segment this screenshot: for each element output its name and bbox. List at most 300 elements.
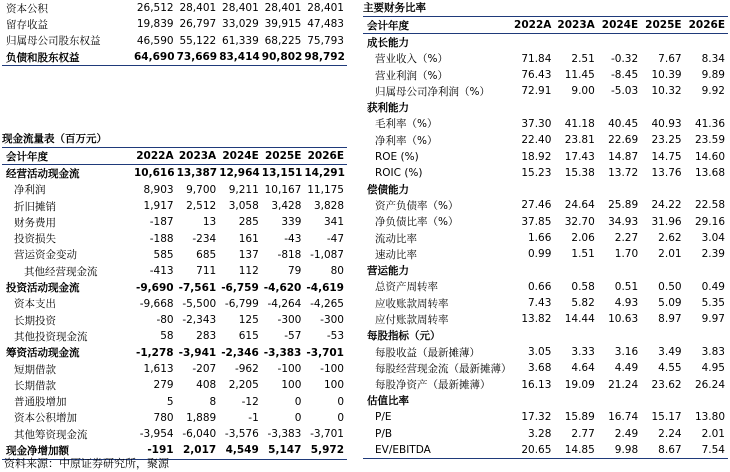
row-value (511, 99, 554, 115)
row-value: 14.85 (564, 443, 595, 456)
row-label: 长期借款 (14, 379, 56, 392)
row-label: 资本公积 (6, 2, 48, 15)
row-value: 125 (238, 314, 259, 327)
header-year: 2025E (262, 148, 305, 165)
row-label: 投资活动现金流 (6, 282, 80, 295)
row-value: -1,278 (136, 346, 174, 359)
row-value: 26.24 (694, 378, 725, 391)
row-value: 161 (238, 232, 259, 245)
row-value: 9.97 (701, 313, 725, 326)
row-value: 13.76 (651, 166, 682, 179)
row-value: 5,972 (310, 444, 344, 457)
row-value: 17.32 (521, 411, 552, 424)
row-value: 5.09 (658, 297, 682, 310)
row-label: 成长能力 (367, 36, 409, 49)
row-value: 10.63 (608, 313, 639, 326)
row-value: 24.22 (651, 199, 682, 212)
table-row (363, 83, 728, 99)
row-label: 营运资金变动 (14, 249, 77, 262)
cashflow-title: 现金流量表（百万元） (2, 133, 107, 145)
row-value: 16.74 (608, 411, 639, 424)
table-row (363, 165, 728, 181)
row-label: 投资损失 (14, 233, 56, 246)
row-value: 5.82 (571, 297, 595, 310)
row-value: 34.93 (608, 215, 639, 228)
row-value: 14.87 (608, 150, 639, 163)
row-value: 13.68 (694, 166, 725, 179)
row-value: 0.99 (528, 248, 552, 261)
row-value (598, 34, 641, 51)
row-value: 18.92 (521, 150, 552, 163)
row-value: -100 (277, 363, 302, 375)
row-value: -5.03 (611, 85, 639, 98)
balance-tail-table (2, 0, 347, 66)
row-value: 16.13 (521, 378, 552, 391)
table-row (363, 425, 728, 441)
row-value: 2.77 (571, 427, 595, 440)
row-value: -47 (326, 232, 344, 245)
table-row (2, 230, 347, 246)
row-value: -4,619 (306, 281, 344, 294)
row-value: 341 (323, 216, 344, 229)
row-value: 76.43 (521, 69, 552, 82)
row-value: 0.49 (701, 280, 725, 293)
row-label: ROE (%) (375, 150, 419, 163)
row-label: 净利润 (14, 184, 46, 197)
row-value: 2.06 (571, 232, 595, 244)
row-value: 2,205 (228, 379, 259, 392)
table-row (2, 361, 347, 377)
header-year: 2026E (304, 148, 347, 165)
row-value: 83,414 (219, 49, 262, 66)
table-row (2, 410, 347, 426)
row-label: 归属母公司净利润（%） (375, 85, 490, 98)
row-value: 58 (160, 330, 174, 343)
row-value: 64,690 (134, 49, 177, 66)
row-label: 筹资活动现金流 (6, 347, 80, 360)
row-value: 13,151 (261, 167, 303, 180)
row-value: 12,964 (219, 167, 260, 180)
table-row (2, 165, 347, 182)
row-value (685, 181, 728, 197)
row-label: 流动比率 (375, 232, 417, 245)
row-value: 2.01 (701, 427, 725, 440)
row-value: 21.24 (608, 378, 639, 391)
row-value: -9,690 (136, 281, 174, 294)
row-value: 2,512 (186, 200, 217, 213)
row-value: 75,793 (307, 34, 344, 47)
row-value: 585 (153, 248, 174, 261)
header-year: 2024E (219, 148, 262, 165)
row-value: 26,797 (179, 18, 217, 31)
section-row (363, 181, 728, 197)
row-value: 9.92 (701, 85, 725, 98)
row-value (685, 393, 728, 409)
row-value: -962 (234, 363, 259, 375)
row-value: 0 (294, 411, 302, 424)
row-value: 1.66 (528, 232, 552, 244)
row-value: 2.51 (571, 52, 595, 65)
cashflow-table (2, 147, 347, 460)
row-value: 5.35 (701, 297, 725, 310)
row-value: 3.83 (701, 346, 725, 359)
table-row (2, 16, 347, 32)
table-row (363, 344, 728, 360)
table-row (2, 198, 347, 214)
row-value: 8.34 (701, 52, 725, 65)
row-value: 4.93 (614, 297, 639, 310)
table-row (363, 377, 728, 393)
row-value: -234 (192, 232, 217, 245)
row-value (598, 99, 641, 115)
table-row (2, 263, 347, 279)
row-value: 285 (238, 216, 259, 229)
section-row (363, 99, 728, 115)
row-value: 13.72 (608, 166, 639, 179)
row-label: 财务费用 (14, 216, 56, 229)
table-row (363, 295, 728, 311)
header-year: 2022A (134, 148, 177, 165)
row-value: 40.45 (608, 117, 639, 130)
row-label: 毛利率（%） (375, 118, 438, 131)
row-value (554, 393, 597, 409)
row-value: 137 (238, 248, 259, 261)
row-value: 711 (196, 265, 217, 278)
row-value: -3,941 (178, 346, 217, 359)
row-label: 应收账款周转率 (375, 297, 449, 310)
row-value: 17.43 (564, 150, 595, 163)
row-value: 68,225 (264, 34, 302, 47)
row-value: 28,401 (307, 2, 344, 15)
table-row (2, 0, 347, 16)
row-value: -413 (149, 265, 174, 278)
row-value: 20.65 (521, 443, 552, 456)
row-label: 留存收益 (6, 18, 48, 31)
header-label: 会计年度 (2, 148, 134, 165)
row-value (554, 181, 597, 197)
row-value: 23.81 (564, 134, 595, 147)
table-row (363, 409, 728, 425)
row-value: 9.89 (701, 69, 725, 82)
row-value: -3,383 (267, 428, 302, 441)
row-value: 0 (337, 411, 344, 424)
row-value: 98,792 (304, 49, 347, 66)
row-label: 每股经营现金流（最新摊薄） (375, 362, 511, 375)
cashflow-statement (2, 131, 347, 460)
row-value (641, 34, 684, 51)
row-value: 23.59 (694, 134, 725, 147)
row-value: 9,211 (228, 183, 259, 196)
row-label: 折旧摊销 (14, 200, 56, 213)
row-value: 14.44 (564, 313, 595, 326)
row-value: 9.00 (571, 85, 595, 98)
row-value: 47,483 (307, 18, 344, 31)
row-value: 40.93 (651, 117, 682, 130)
row-value: 0.66 (528, 280, 552, 293)
row-value: 0.58 (571, 280, 595, 293)
row-value: -8.45 (611, 69, 639, 82)
row-value: 80 (330, 265, 344, 278)
row-value: 3.05 (528, 346, 552, 359)
row-value: -1,087 (310, 248, 344, 261)
row-label: EV/EBITDA (375, 443, 431, 456)
row-value: -7,561 (178, 281, 217, 294)
table-row (363, 279, 728, 295)
row-value: -3,954 (139, 428, 174, 441)
row-value: -53 (326, 330, 344, 343)
row-value: 3.28 (528, 427, 552, 440)
row-value: 14.60 (694, 150, 725, 163)
row-label: 其他投资现金流 (14, 330, 88, 343)
row-value: 9.98 (614, 443, 639, 456)
row-value: 15.89 (564, 411, 595, 424)
row-value: 2.49 (614, 427, 639, 440)
row-value: 780 (153, 411, 174, 424)
row-label: 每股净资产（最新摊薄） (375, 379, 491, 392)
row-label: 现金净增加额 (6, 444, 69, 457)
row-value: 1,917 (143, 200, 174, 213)
row-value: -207 (192, 363, 217, 375)
row-label: 营运能力 (367, 265, 409, 278)
row-label: 资本支出 (14, 298, 56, 311)
row-value: 25.89 (608, 199, 639, 212)
row-value: 283 (196, 330, 217, 343)
row-value (598, 328, 641, 344)
row-value: 39,915 (264, 18, 302, 31)
row-value: 33,029 (222, 18, 259, 31)
row-value: 3,828 (313, 200, 344, 213)
row-value: -3,383 (263, 346, 302, 359)
table-row (2, 426, 347, 442)
row-value: 0.50 (658, 280, 682, 293)
row-value: 37.85 (521, 215, 552, 228)
row-label: ROIC (%) (375, 166, 423, 179)
section-row (363, 34, 728, 51)
table-row (363, 311, 728, 327)
row-value (554, 99, 597, 115)
row-value: 8.97 (658, 313, 682, 326)
row-label: 净利率（%） (375, 134, 438, 147)
row-value: -100 (320, 363, 344, 375)
table-row (2, 33, 347, 49)
row-value: 2.01 (658, 248, 682, 261)
row-value: 71.84 (521, 52, 552, 65)
row-value: -188 (149, 232, 174, 245)
row-value: 7.54 (701, 443, 725, 456)
row-value: 10,616 (134, 167, 175, 180)
table-row (363, 197, 728, 213)
table-row (363, 51, 728, 67)
row-label: 获利能力 (367, 102, 409, 115)
row-value: 15.23 (521, 166, 552, 179)
row-value: 0.51 (614, 280, 639, 293)
row-value (511, 393, 554, 409)
row-value: -187 (149, 216, 174, 229)
row-value: 10.32 (651, 85, 682, 98)
row-value (641, 393, 684, 409)
row-value: 22.69 (608, 134, 639, 147)
row-value: 55,122 (179, 34, 217, 47)
row-label: 资产负债率（%） (375, 199, 459, 212)
row-value: 14.75 (651, 150, 682, 163)
table-row (2, 247, 347, 263)
row-value (511, 34, 554, 51)
row-label: 资本公积增加 (14, 412, 77, 425)
row-value: 13 (202, 216, 217, 229)
row-value: 0 (337, 395, 344, 408)
row-value (554, 262, 597, 278)
table-row (363, 116, 728, 132)
table-row (363, 148, 728, 164)
row-value: 37.30 (521, 117, 552, 130)
row-value: -0.32 (611, 52, 639, 65)
row-label: 净负债比率（%） (375, 216, 459, 229)
row-value: 3.04 (701, 232, 725, 244)
row-value: 2.62 (658, 232, 682, 244)
row-value: 2.27 (614, 232, 639, 244)
row-label: 速动比率 (375, 248, 417, 261)
row-label: 偿债能力 (367, 183, 409, 196)
row-value: 28,401 (222, 2, 259, 15)
row-value: 4.49 (614, 362, 639, 375)
row-label: 归属母公司股东权益 (6, 35, 101, 48)
row-value: 0 (294, 395, 302, 408)
row-value: 1,613 (143, 363, 174, 375)
row-value: 11.45 (564, 69, 595, 82)
row-value: 28,401 (179, 2, 217, 15)
row-value: 8.67 (658, 443, 682, 456)
table-header-row (363, 17, 728, 34)
table-row (363, 246, 728, 262)
row-value (685, 34, 728, 51)
row-value: 685 (196, 248, 217, 261)
table-row (2, 49, 347, 66)
table-row (363, 230, 728, 246)
row-value (554, 34, 597, 51)
row-value (511, 181, 554, 197)
row-value: -12 (241, 395, 259, 408)
row-value: -9,668 (139, 297, 174, 310)
table-row (2, 345, 347, 361)
row-value: 7.67 (658, 52, 682, 65)
row-label: 长期投资 (14, 314, 56, 327)
row-value (598, 262, 641, 278)
row-value: 15.17 (651, 411, 682, 424)
table-row (2, 312, 347, 328)
row-value: -3,576 (224, 428, 259, 441)
header-year: 2024E (598, 17, 641, 34)
row-value: 408 (196, 379, 217, 392)
row-value (685, 99, 728, 115)
row-label: 经营活动现金流 (6, 167, 80, 180)
row-value: 23.25 (651, 134, 682, 147)
row-value: 27.46 (521, 199, 552, 212)
row-value: 7.43 (528, 297, 552, 310)
row-value (641, 99, 684, 115)
row-label: P/E (375, 411, 392, 424)
row-value: 5 (166, 395, 174, 408)
row-value: 5,147 (268, 444, 302, 457)
section-row (363, 328, 728, 344)
row-value: 72.91 (521, 85, 552, 98)
row-value: -6,759 (221, 281, 259, 294)
row-value: 19.09 (564, 378, 595, 391)
table-row (363, 360, 728, 376)
row-value (685, 262, 728, 278)
row-value: 32.70 (564, 215, 595, 228)
row-value: 3.16 (614, 346, 639, 359)
row-label: 总资产周转率 (375, 281, 438, 294)
row-label: 其他筹资现金流 (14, 428, 88, 441)
row-value: -818 (277, 248, 302, 261)
row-value (511, 262, 554, 278)
row-value: 13,387 (176, 167, 218, 180)
row-value: 8 (209, 395, 217, 408)
row-value: 19,839 (136, 18, 174, 31)
table-row (363, 132, 728, 148)
row-value (511, 328, 554, 344)
row-value (641, 181, 684, 197)
row-value: -3,701 (310, 428, 344, 441)
balance-sheet-tail (2, 0, 347, 66)
row-value: 279 (153, 379, 174, 392)
row-label: 估值比率 (367, 395, 409, 408)
row-value: 23.62 (651, 378, 682, 391)
row-value: 22.40 (521, 134, 552, 147)
row-value: -300 (277, 314, 302, 327)
row-value: 2.39 (701, 248, 725, 261)
row-value: 9,700 (186, 183, 217, 196)
table-row (2, 296, 347, 312)
table-row (2, 279, 347, 295)
row-value: -5,500 (182, 297, 217, 310)
row-label: 负债和股东权益 (2, 49, 134, 66)
row-value (554, 328, 597, 344)
row-value (598, 181, 641, 197)
row-value: 112 (238, 265, 259, 278)
row-label: 短期借款 (14, 363, 56, 376)
row-label: 营业利润（%） (375, 69, 448, 82)
header-year: 2025E (641, 17, 684, 34)
row-value: 29.16 (694, 215, 725, 228)
row-value: -2,343 (182, 314, 217, 327)
header-year: 2023A (177, 148, 220, 165)
row-value: 2.24 (658, 427, 682, 440)
section-row (363, 393, 728, 409)
row-value: 3,428 (271, 200, 302, 213)
row-value: 8,903 (143, 183, 174, 196)
row-value: 90,802 (262, 49, 305, 66)
table-row (2, 214, 347, 230)
row-value: 10.39 (651, 69, 682, 82)
section-row (363, 262, 728, 278)
row-value: 41.18 (564, 117, 595, 130)
row-value (641, 262, 684, 278)
table-row (363, 442, 728, 459)
row-value: -3,701 (306, 346, 344, 359)
row-value: 31.96 (651, 215, 682, 228)
row-value: 26,512 (136, 2, 174, 15)
row-value: 4.95 (701, 362, 725, 375)
row-label: 营业收入（%） (375, 53, 448, 66)
ratios-title: 主要财务比率 (363, 2, 426, 14)
row-value: -6,040 (182, 428, 217, 441)
row-value: 4.55 (658, 362, 682, 375)
row-value: 100 (323, 379, 344, 392)
header-label: 会计年度 (363, 17, 511, 34)
row-value: -43 (284, 232, 302, 245)
row-value: 15.38 (564, 166, 595, 179)
